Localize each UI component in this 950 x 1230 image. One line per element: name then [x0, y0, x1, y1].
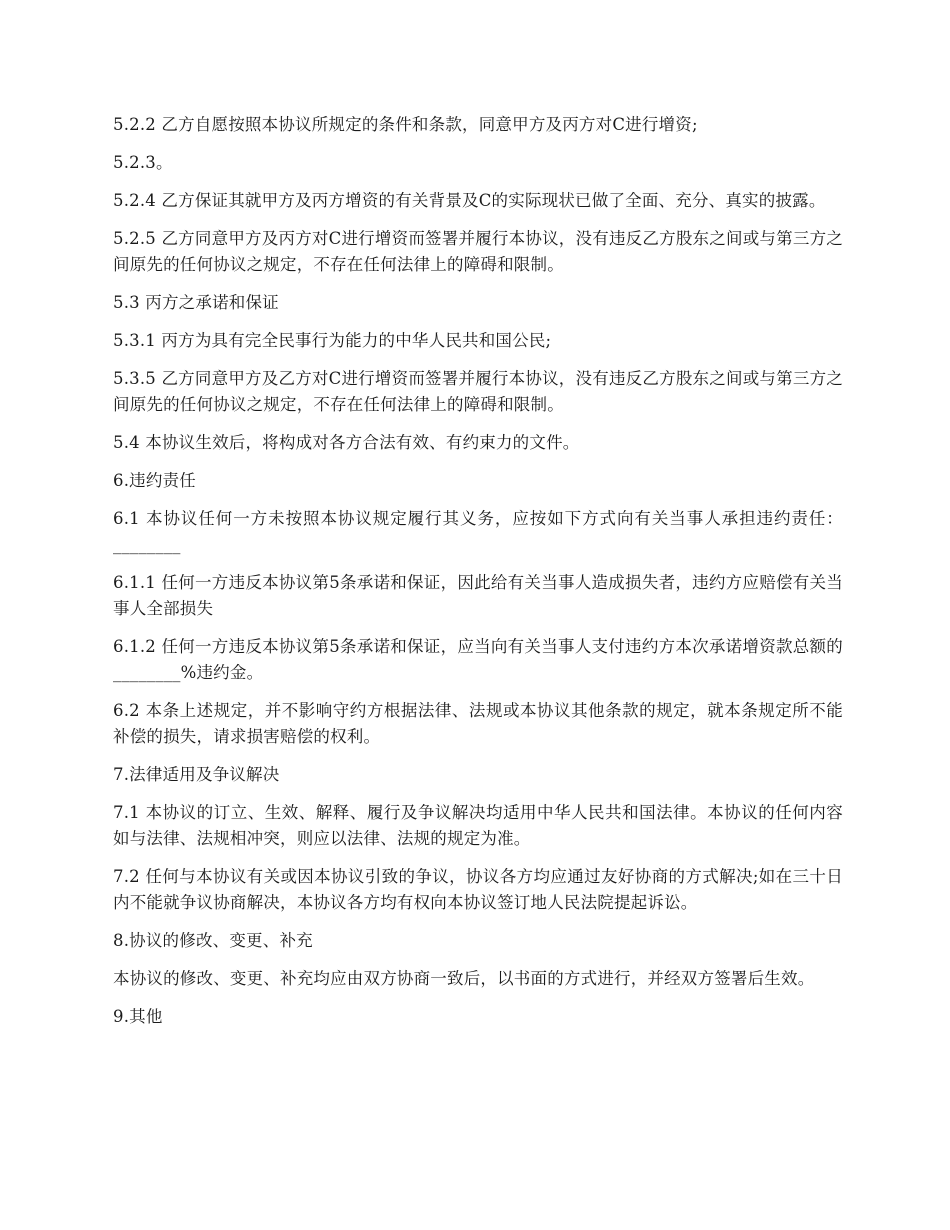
section-heading-9: 9.其他: [113, 1007, 163, 1026]
clause-6-1-1: 6.1.1 任何一方违反本协议第5条承诺和保证，因此给有关当事人造成损失者，违约方应赔偿有关当事人全部损失: [113, 573, 843, 618]
clause-8-body: 本协议的修改、变更、补充均应由双方协商一致后，以书面的方式进行，并经双方签署后生效。: [113, 969, 815, 988]
clause-6-1: 6.1 本协议任何一方未按照本协议规定履行其义务，应按如下方式向有关当事人承担违约责任：________: [113, 509, 843, 554]
section-heading-6: 6.违约责任: [113, 471, 196, 490]
clause-5-2-5: 5.2.5 乙方同意甲方及丙方对C进行增资而签署并履行本协议，没有违反乙方股东之间或与第三方之间原先的任何协议之规定，不存在任何法律上的障碍和限制。: [113, 229, 843, 274]
clause-5-2-4: 5.2.4 乙方保证其就甲方及丙方增资的有关背景及C的实际现状已做了全面、充分、真实的披露。: [113, 191, 826, 210]
clause-7-2: 7.2 任何与本协议有关或因本协议引致的争议，协议各方均应通过友好协商的方式解决;如在三十日内不能就争议协商解决，本协议各方均有权向本协议签订地人民法院提起诉讼。: [113, 867, 843, 912]
clause-5-3-5: 5.3.5 乙方同意甲方及乙方对C进行增资而签署并履行本协议，没有违反乙方股东之间或与第三方之间原先的任何协议之规定，不存在任何法律上的障碍和限制。: [113, 369, 843, 414]
clause-5-2-2: 5.2.2 乙方自愿按照本协议所规定的条件和条款，同意甲方及丙方对C进行增资;: [113, 115, 698, 134]
clause-5-4: 5.4 本协议生效后，将构成对各方合法有效、有约束力的文件。: [113, 433, 580, 452]
section-heading-5-3: 5.3 丙方之承诺和保证: [113, 293, 279, 312]
clause-5-3-1: 5.3.1 丙方为具有完全民事行为能力的中华人民共和国公民;: [113, 331, 552, 350]
section-heading-7: 7.法律适用及争议解决: [113, 765, 280, 784]
clause-5-2-3: 5.2.3。: [113, 153, 173, 172]
clause-7-1: 7.1 本协议的订立、生效、解释、履行及争议解决均适用中华人民共和国法律。本协议的任何内容如与法律、法规相冲突，则应以法律、法规的规定为准。: [113, 803, 843, 848]
clause-6-1-2: 6.1.2 任何一方违反本协议第5条承诺和保证，应当向有关当事人支付违约方本次承诺增资款总额的________%违约金。: [113, 637, 843, 682]
clause-6-2: 6.2 本条上述规定，并不影响守约方根据法律、法规或本协议其他条款的规定，就本条规定所不能补偿的损失，请求损害赔偿的权利。: [113, 701, 843, 746]
document-page: [113, 112, 843, 1042]
section-heading-8: 8.协议的修改、变更、补充: [113, 931, 313, 950]
